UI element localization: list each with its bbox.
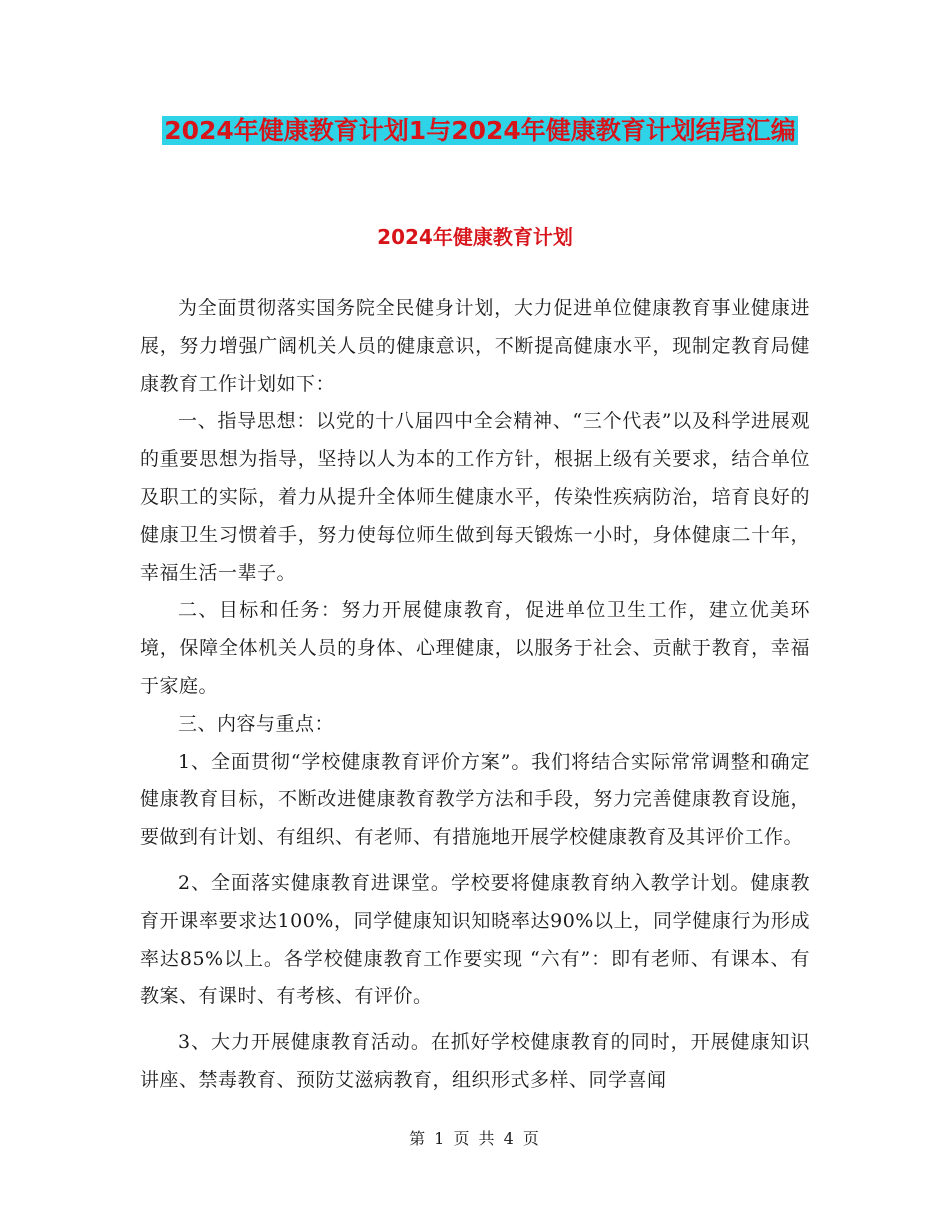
item-3-paragraph: 3、大力开展健康教育活动。在抓好学校健康教育的同时，开展健康知识讲座、禁毒教育、预防艾滋病教育，组织形式多样、同学喜闻 [140, 1031, 810, 1091]
item-2-paragraph: 2、全面落实健康教育进课堂。学校要将健康教育纳入教学计划。健康教育开课率要求达100%，同学健康知识知晓率达90%以上，同学健康行为形成率达85%以上。各学校健康教育工作要实现 “六有”：即有老师、有课本、有教案、有课时、有考核、有评价。 [140, 871, 810, 1008]
guiding-ideology-paragraph: 一、指导思想：以党的十八届四中全会精神、“三个代表”以及科学进展观的重要思想为指导，坚持以人为本的工作方针，根据上级有关要求，结合单位及职工的实际，着力从提升全体师生健康水平，传染性疾病防治，培育良好的健康卫生习惯着手，努力使每位师生做到每天锻炼一小时，身体健康二十年，幸福生活一辈子。 [140, 410, 810, 584]
page-number-footer: 第 1 页 共 4 页 [409, 1129, 541, 1148]
document-body [140, 290, 810, 1100]
section-title: 2024年健康教育计划 [377, 225, 573, 249]
document-title [140, 110, 820, 152]
item-1-paragraph: 1、全面贯彻“学校健康教育评价方案”。我们将结合实际常常调整和确定健康教育目标，不断改进健康教育教学方法和手段，努力完善健康教育设施，要做到有计划、有组织、有老师、有措施地开展学校健康教育及其评价工作。 [140, 750, 810, 849]
content-focus-heading: 三、内容与重点： [178, 712, 335, 735]
intro-paragraph: 为全面贯彻落实国务院全民健身计划，大力促进单位健康教育事业健康进展，努力增强广阔机关人员的健康意识，不断提高健康水平，现制定教育局健康教育工作计划如下： [140, 297, 810, 395]
document-title-text: 2024年健康教育计划1与2024年健康教育计划结尾汇编 [164, 116, 796, 145]
goals-tasks-paragraph: 二、目标和任务：努力开展健康教育，促进单位卫生工作，建立优美环境，保障全体机关人员的身体、心理健康，以服务于社会、贡献于教育，幸福于家庭。 [140, 599, 810, 697]
